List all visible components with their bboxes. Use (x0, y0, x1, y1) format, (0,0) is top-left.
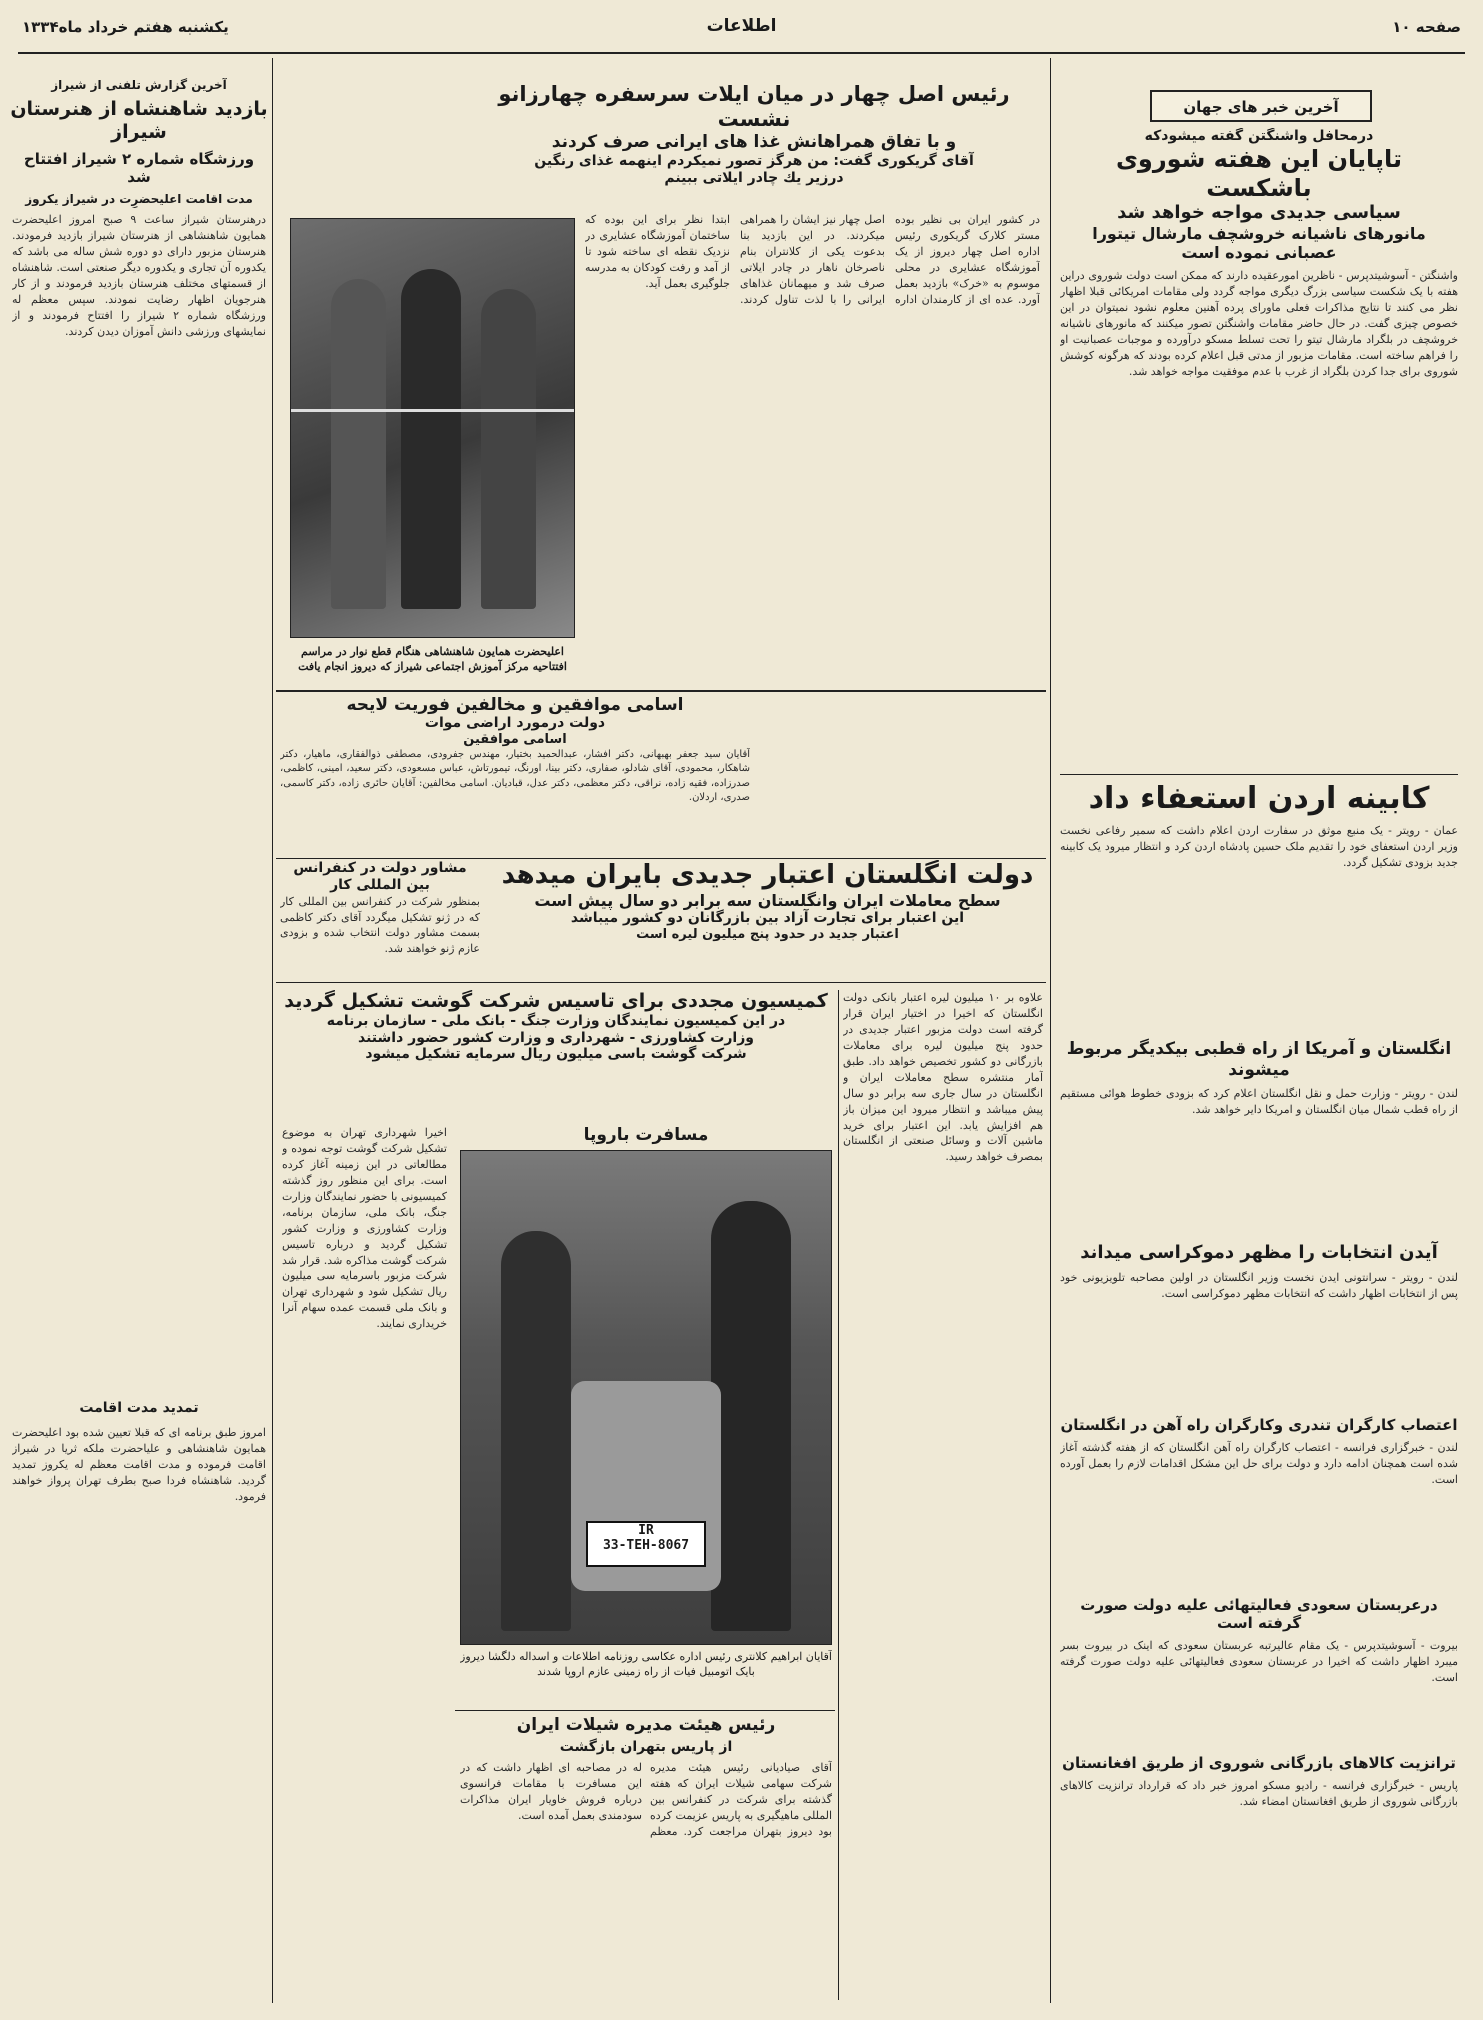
article-body: اخیرا شهرداری تهران به موضوع تشکیل شرکت گوشت توجه نموده و مطالعاتی در این زمینه آغاز کرده است. برای این منظور روز گذشته کمیسیونی با حضور نمایندگان وزارت جنگ، بانک ملی، سازمان برنامه، وزارت کشاورزی و وزارت کشور تشکیل گردید و درباره تاسیس شرکت گوشت مذاکره شد. قرار شد شرکت مزبور باسرمایه سی میلیون ریال تشکیل شود و شهرداری تهران و بانک ملی قسمت عمده سهام آنرا خریداری نمایند. (282, 1126, 447, 1331)
headline: اعتصاب کارگران تندری وکارگران راه آهن در انگلستان (1060, 1415, 1458, 1434)
license-plate: IR 33-TEH-8067 (586, 1521, 706, 1567)
article-body (760, 695, 1040, 855)
headline: مسافرت باروپا (583, 1125, 709, 1145)
photo-caption: اعلیحضرت همایون شاهنشاهی هنگام قطع نوار در مراسم افتتاحیه مرکز آموزش اجتماعی شیراز که دیروز انجام یافت (298, 645, 567, 673)
article-body: لندن - رویتر - وزارت حمل و نقل انگلستان اعلام کرد که بزودی خطوط هوائی مستقیم از راه قطب شمال میان انگلستان و امریکا دایر خواهد شد. (1060, 1087, 1458, 1117)
headline: کابینه اردن استعفاء داد (1088, 781, 1430, 817)
shilat-block: رئیس هیئت مدیره شیلات ایران از پاریس بتهران بازگشت آقای صیادیانی رئیس هیئت مدیره شرکت سهامی شیلات ایران که هفته گذشته برای شرکت در کنفرانس بین المللی ماهیگیری به پاریس عزیمت کرده بود دیروز بتهران مراجعت کرد. معظم له در مصاحبه ای اظهار داشت که در این مسافرت با مقامات فرانسوی درباره فروش خاویار ایران مذاکرات سودمندی بعمل آمده است. (460, 1715, 832, 1838)
shiraz-headline: آخرین گزارش تلفنی از شیراز بازدید شاهنشاه از هنرستان شیراز ورزشگاه شماره ۲ شیراز افتتاح شد مدت اقامت اعلیحضرت در شیراز یکروز (10, 78, 268, 206)
headline: انگلستان و آمریکا از راه قطبی بیکدیگر مربوط میشوند (1066, 1039, 1452, 1080)
headline: درعربستان سعودی فعالیتهائی علیه دولت صورت گرفته است (1080, 1595, 1438, 1632)
travelers-photo (460, 1150, 832, 1645)
headline: ترانزیت کالاهای بازرگانی شوروی از طریق افغانستان (1062, 1753, 1456, 1772)
world-news-box: آخرین خبر های جهان (1150, 90, 1372, 122)
article-body: امروز طبق برنامه ای که قبلا تعیین شده بود اعلیحضرت همایون شاهنشاهی و علیاحضرت ملکه ثریا در شیراز اقامت فرموده و مدت اقامت معظم له یکروز تمدید گردید. شاهنشاه فردا صبح بطرف تهران پرواز خواهند فرمود. (12, 1426, 266, 1503)
article-body: پاریس - خبرگزاری فرانسه - رادیو مسکو امروز خبر داد که قرارداد ترانزیت کالاهای بازرگانی شوروی از طریق افغانستان امضاء شد. (1060, 1778, 1458, 1808)
shah-ribbon-photo (290, 218, 575, 638)
article-body: بیروت - آسوشیتدپرس - یک مقام عالیرتبه عربستان سعودی که اینک در بیروت بسر میبرد اظهار داشت که اخیرا در عربستان سعودی فعالیتهائی علیه دولت صورت گرفته است. (1060, 1638, 1458, 1684)
top-headline-block: رئیس اصل چهار در میان ایلات سرسفره چهارزانو نشست و با تفاق همراهانش غذا های ایرانی صرف کردند آقای گریکوری گفت: من هرگز تصور نمیکردم اینهمه غذای رنگین درزیر یك چادر ایلاتی ببینم (498, 82, 1010, 186)
page-header (8, 8, 1475, 48)
photo-caption: آقایان ابراهیم کلانتری رئیس اداره عکاسی روزنامه اطلاعات و اسداله دلگشا دیروز بایک اتومبیل فیات از راه زمینی عازم اروپا شدند (460, 1650, 832, 1678)
article-body: لندن - خبرگزاری فرانسه - اعتصاب کارگران راه آهن انگلستان که از هفته گذشته آغاز شده است همچنان ادامه دارد و دولت برای حل این مشکل اقدامات لازم را بعمل آورده است. (1060, 1440, 1458, 1486)
conference-block: مشاور دولت در کنفرانس بین المللی کار بمنظور شرکت در کنفرانس بین المللی کار که در ژنو تشکیل میگردد آقای دکتر کاظمی بسمت مشاور دولت انتخاب شده و بزودی عازم ژنو خواهند شد. (280, 860, 480, 956)
article-body: درهنرستان شیراز ساعت ۹ صبح امروز اعلیحضرت همایون شاهنشاهی از هنرستان شیراز بازدید فرمودند. هنرستان مزبور دارای دو دوره شش ساله می باشد که یکدوره آن تجاری و یکدوره دیگر صنعتی است. شاهنشاه از قسمتهای مختلف هنرستان بازدید فرمودند و از کار هنرجویان اظهار رضایت نمودند. سپس معظم له ورزشگاه شماره ۲ شیراز را افتتاح فرمودند و از نمایشهای ورزشی دانش آموزان دیدن کردند. (12, 213, 266, 338)
article-body: لندن - رویتر - سرانتونی ایدن نخست وزیر انگلستان در اولین مصاحبه تلویزیونی خود پس از انتخابات اظهار داشت که انتخابات مظهر دموکراسی است. (1060, 1270, 1458, 1300)
right-column: درمحافل واشنگتن گفته میشودکه تاپایان این هفته شوروی باشکست سیاسی جدیدی مواجه خواهد شد مانورهای ناشیانه خروشچف مارشال تیتورا عصبانی نموده است واشنگتن - آسوشیتدپرس - ناظرین امورعقیده دارند که ممکن است دولت شوروی دراین هفته با یک شکست سیاسی بزرگ دیگری مواجه گردد ولی مقامات امریکائی قبلا اظهار نظر می کنند تا نتایج مذاکرات فعلی ماورای پرده آهنین معلوم نشود نمیتوان در این خصوص چیزی گفت. در حال حاضر مقامات واشنگتن تصور میکنند که مانورهای ناشیانه خروشچف در بلگراد مارشال تیتو را تحت تسلط مسکو درآورده و موجبات عصبانیت او را فراهم ساخته است. مقامات مزبور از مدتی قبل اعلام کرده بودند که هرگونه کوشش شوروی برای جدا کردن بلگراد از غرب با عدم موفقیت مواجه خواهد شد. کابینه اردن استعفاء داد عمان - رویتر - یک منبع موثق در سفارت اردن اعلام داشت که سمیر رفاعی نخست وزیر اردن استعفای خود را تقدیم ملک حسین پادشاه اردن کرد و انتظار میرود یک کابینه جدید بزودی تشکیل گردد. انگلستان و آمریکا از راه قطبی بیکدیگر مربوط میشوند لندن - رویتر - وزارت حمل و نقل انگلستان اعلام کرد که بزودی خطوط هوائی مستقیم از راه قطب شمال میان انگلستان و امریکا دایر خواهد شد. آیدن انتخابات را مظهر دموکراسی میداند لندن - رویتر - سرانتونی ایدن نخست وزیر انگلستان در اولین مصاحبه تلویزیونی خود پس از انتخابات اظهار داشت که انتخابات مظهر دموکراسی است. اعتصاب کارگران تندری وکارگران راه آهن در انگلستان لندن - خبرگزاری فرانسه - اعتصاب کارگران راه آهن انگلستان که از هفته گذشته آغاز شده است همچنان ادامه دارد و دولت برای حل این مشکل اقدامات لازم را بعمل آورده است. درعربستان سعودی فعالیتهائی علیه دولت صورت گرفته است بیروت - آسوشیتدپرس - یک مقام عالیرتبه عربستان سعودی که اینک در بیروت بسر میبرد اظهار داشت که اخیرا در عربستان سعودی فعالیتهائی علیه دولت صورت گرفته است. ترانزیت کالاهای بازرگانی شوروی از طریق افغانستان پاریس - خبرگزاری فرانسه - رادیو مسکو امروز خبر داد که قرارداد ترانزیت کالاهای بازرگانی شوروی از طریق افغانستان امضاء شد. (1060, 128, 1458, 1990)
article-body: در کشور ایران بی نظیر بوده مستر کلارک گریکوری رئیس اداره اصل چهار دیروز از یک آموزشگاه عشایری در محلی موسوم به «خرک» بازدید بعمل آورد. عده ای از کارمندان اداره اصل چهار نیز ایشان را همراهی میکردند. در این بازدید بنا بدعوت یکی از کلانتران بنام ناصرخان ناهار در چادر ایلاتی صرف شد و میهمانان غذاهای ایرانی را با لذت تناول کردند. ابتدا نظر برای این بوده که ساختمان آموزشگاه عشایری در نزدیک نقطه ای ساخته شود تا از آمد و رفت کودکان به مدرسه جلوگیری بعمل آید. (585, 213, 1040, 306)
column-divider (1050, 58, 1051, 2003)
article-body: علاوه بر ۱۰ میلیون لیره اعتبار بانکی دولت انگلستان که اخیرا در اختیار ایران قرار گرفته است دولت مزبور اعتبار جدیدی در حدود پنج میلیون لیره برای معاملات بازرگانی دو کشور تخصیص خواهد داد. طبق آمار منتشره سطح معاملات ایران و انگلستان در سال جاری سه برابر دو سال پیش میباشد و انتظار میرود این میزان باز هم افزایش یابد. این اعتبار برای خرید ماشین آلات و وسائل صنعتی از انگلستان بمصرف خواهد رسید. (843, 991, 1043, 1164)
page-number: صفحه ۱۰ (1392, 18, 1461, 36)
article-body: واشنگتن - آسوشیتدپرس - ناظرین امورعقیده دارند که ممکن است دولت شوروی دراین هفته با یک شکست سیاسی بزرگ دیگری مواجه گردد ولی مقامات امریکائی قبلا اظهار نظر می کنند تا نتایج مذاکرات فعلی ماورای پرده آهنین معلوم نشود نمیتوان در این خصوص چیزی گفت. در حال حاضر مقامات واشنگتن تصور میکنند که مانورهای ناشیانه خروشچف در بلگراد مارشال تیتو را تحت تسلط مسکو درآورده و موجبات عصبانیت او را فراهم ساخته است. مقامات مزبور از مدتی قبل اعلام کرده بودند که هرگونه کوشش شوروی برای جدا کردن بلگراد از غرب با عدم موفقیت مواجه خواهد شد. (1060, 269, 1458, 378)
names-block: اسامی موافقین و مخالفین فوریت لایحه دولت درمورد اراضی موات اسامی موافقین آقایان سید جعفر بهبهانی، دکتر افشار، عبدالحمید بختیار، مهندس جفرودی، مصطفی ذوالفقاری، ماهیار، دکتر شاهکار، محمودی، آقای شادلو، صفاری، دکتر بینا، اورنگ، تیمورتاش، عباس مسعودی، دکتر سعید، امینی، کاظمی، صدرزاده، فقیه زاده، نراقی، دکتر معظمی، دکتر عدل، قبادیان. اسامی مخالفین: آقایان حائری زاده، دکتر کاسمی، صدری، اردلان. (280, 695, 750, 804)
column-divider (272, 58, 273, 2003)
issue-date: يكشنبه هفتم خرداد ماه۱۳۳۴ (22, 18, 229, 36)
meat-headline: کمیسیون مجددی برای تاسیس شرکت گوشت تشکیل گردید در این کمیسیون نمایندگان وزارت جنگ - بانک ملی - سازمان برنامه وزارت کشاورزی - شهرداری و وزارت کشور حضور داشتند شرکت گوشت باسی میلیون ریال سرمایه تشکیل میشود (284, 990, 828, 1063)
article-body: عمان - رویتر - یک منبع موثق در سفارت اردن اعلام داشت که سمیر رفاعی نخست وزیر اردن استعفای خود را تقدیم ملک حسین پادشاه اردن کرد و انتظار میرود یک کابینه جدید بزودی تشکیل گردد. (1060, 824, 1458, 870)
header-rule (18, 52, 1465, 54)
headline: آیدن انتخابات را مظهر دموکراسی میداند (1080, 1242, 1438, 1264)
credit-headline: دولت انگلستان اعتبار جدیدی بایران میدهد سطح معاملات ایران وانگلستان سه برابر دو سال پیش است این اعتبار برای تجارت آزاد بین بازرگانان دو کشور میباشد اعتبار جدید در حدود پنج میلیون لیره است (501, 860, 1034, 943)
masthead: اطلاعات (706, 16, 777, 36)
subheading: تمدید مدت اقامت (79, 1400, 199, 1416)
